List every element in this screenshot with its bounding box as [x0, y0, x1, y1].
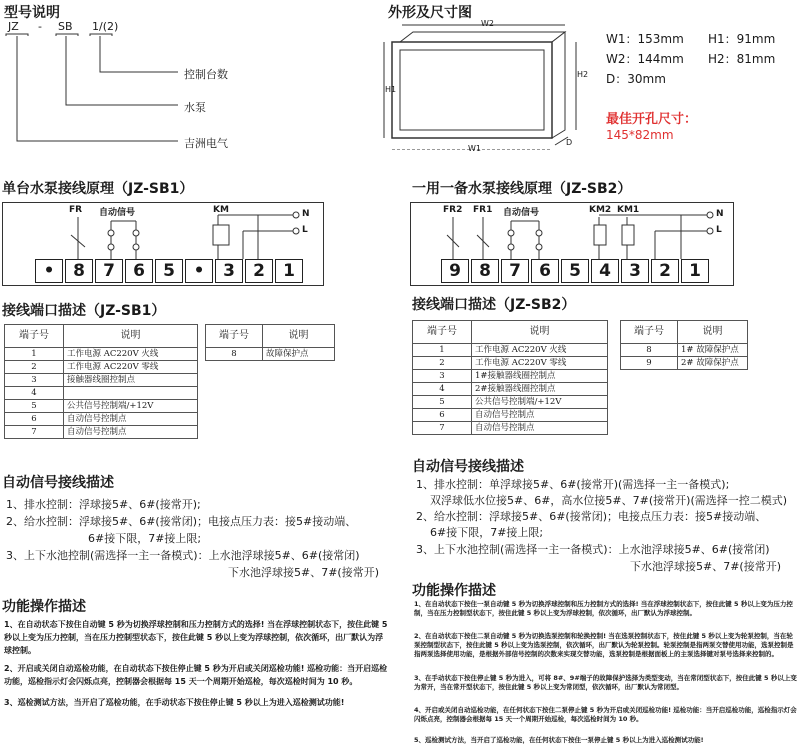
- dim-label-w1: W1: [468, 144, 481, 153]
- wiring1-km: KM: [213, 205, 229, 215]
- table-row: [5, 413, 198, 426]
- auto1-title: 自动信号接线描述: [2, 475, 114, 491]
- term1-head-desc: 说明: [64, 325, 198, 348]
- cutout-title: 最佳开孔尺寸：: [606, 112, 698, 127]
- label-control-count: 控制台数: [184, 68, 228, 81]
- term2-table-b: [620, 320, 748, 370]
- wiring2-diagram: [410, 202, 734, 286]
- cell: 4: [413, 383, 472, 396]
- auto1-line: 6#接下限，7#接上限;: [88, 532, 202, 545]
- wiring1-n: N: [302, 209, 310, 219]
- wiring1-terminal: 1: [275, 259, 303, 283]
- cell: 工作电源 AC220V 零线: [64, 361, 198, 374]
- wiring2-terminal: 9: [441, 259, 469, 283]
- cell: 公共信号控制端/+12V: [64, 400, 198, 413]
- cell: 8: [206, 348, 263, 361]
- wiring2-terminal: 4: [591, 259, 619, 283]
- table-row: [5, 387, 198, 400]
- func1-para: 2、开启或关闭自动巡检功能，在自动状态下按住停止键 5 秒为开启或关闭巡检功能! 巡检功能：当开启巡检功能，巡检指示灯会闪烁点亮，控制器会根据每 15 天一个周期开始巡检，每次巡检时间为 10 秒。: [4, 664, 388, 686]
- wiring1-terminal: 6: [125, 259, 153, 283]
- wiring2-l: L: [716, 225, 722, 235]
- table-row: [5, 348, 198, 361]
- cell: 自动信号控制点: [64, 413, 198, 426]
- auto2-line: 1、排水控制：单浮球接5#、6#(接常开)(需选择一主一备模式);: [416, 478, 730, 491]
- cell: 工作电源 AC220V 火线: [472, 344, 608, 357]
- dim-label-h2: H2: [577, 70, 589, 79]
- func1-para: 3、巡检测试方法，当开启了巡检功能，在手动状态下按住停止键 5 秒以上为进入巡检测试功能!: [4, 698, 345, 707]
- wiring1-terminal: •: [185, 259, 213, 283]
- term2-table: [412, 320, 608, 435]
- cell: 公共信号控制端/+12V: [472, 396, 608, 409]
- wiring2-km1: KM1: [617, 205, 640, 215]
- table-row: [413, 409, 608, 422]
- table-row: [413, 396, 608, 409]
- dim-label-d: D: [566, 138, 573, 147]
- table-row: [413, 344, 608, 357]
- cell: 1: [5, 348, 64, 361]
- dim-label-w2: W2: [481, 19, 494, 28]
- wiring2-km2: KM2: [589, 205, 612, 215]
- wiring1-title: 单台水泵接线原理（JZ-SB1）: [2, 181, 194, 197]
- dim-label-h1: H1: [385, 85, 397, 94]
- model-code-dash: -: [38, 20, 42, 33]
- cell: 自动信号控制点: [472, 422, 608, 435]
- term2b-head-desc: 说明: [678, 321, 748, 344]
- wiring2-fr1: FR1: [473, 205, 493, 215]
- model-code-sb: SB: [58, 20, 73, 33]
- cell: 1: [413, 344, 472, 357]
- cell: 3: [5, 374, 64, 387]
- wiring1-circuit: [3, 203, 323, 259]
- func2-title: 功能操作描述: [412, 583, 496, 599]
- wiring2-terminal: 1: [681, 259, 709, 283]
- cell: 2# 故障保护点: [678, 357, 748, 370]
- cell: 5: [413, 396, 472, 409]
- term1-table: [4, 324, 198, 439]
- cell: 2: [413, 357, 472, 370]
- model-code-count: 1/(2): [92, 20, 119, 33]
- cell: 故障保护点: [263, 348, 335, 361]
- wiring1-terminal: 8: [65, 259, 93, 283]
- term1-table-b: [205, 324, 335, 361]
- wiring1-terminal-strip: [35, 259, 303, 281]
- cell: 接触器线圈控制点: [64, 374, 198, 387]
- wiring2-terminal-strip: [441, 259, 721, 281]
- wiring1-terminal: 7: [95, 259, 123, 283]
- dim-w1: W1：153mm: [606, 32, 684, 46]
- dim-h1: H1：91mm: [708, 32, 776, 46]
- dim-h2: H2：81mm: [708, 52, 776, 66]
- wiring2-fr2: FR2: [443, 205, 463, 215]
- cell: 工作电源 AC220V 火线: [64, 348, 198, 361]
- wiring1-terminal: 2: [245, 259, 273, 283]
- dims-title: 外形及尺寸图: [388, 5, 472, 21]
- cell: 6: [413, 409, 472, 422]
- model-callout-lines: [0, 0, 200, 160]
- table-row: [413, 357, 608, 370]
- table-row: [206, 348, 335, 361]
- table-row: [413, 370, 608, 383]
- cell: 1#接触器线圈控制点: [472, 370, 608, 383]
- auto2-line: 6#接下限，7#接上限;: [430, 526, 544, 539]
- auto2-line: 2、给水控制：浮球接5#、6#(接常闭)；电接点压力表：接5#接动端、: [416, 510, 767, 523]
- term1b-head-no: 端子号: [206, 325, 263, 348]
- wiring1-l: L: [302, 225, 308, 235]
- auto1-line: 3、上下水池控制(需选择一主一备模式)：上水池浮球接5#、6#(接常闭): [6, 549, 360, 562]
- term1-title: 接线端口描述（JZ-SB1）: [2, 303, 166, 319]
- wiring1-terminal: 5: [155, 259, 183, 283]
- term1b-head-desc: 说明: [263, 325, 335, 348]
- auto1-line: 下水池浮球接5#、7#(接常开): [228, 566, 380, 579]
- func2-para: 5、巡检测试方法，当开启了巡检功能，在任何状态下按住一泵停止键 5 秒以上为进入巡检测试功能!: [414, 736, 704, 744]
- cell: 9: [621, 357, 678, 370]
- term2b-head-no: 端子号: [621, 321, 678, 344]
- cell: 工作电源 AC220V 零线: [472, 357, 608, 370]
- term2-head-desc: 说明: [472, 321, 608, 344]
- auto2-title: 自动信号接线描述: [412, 459, 524, 475]
- wiring2-terminal: 5: [561, 259, 589, 283]
- func2-para: 1、在自动状态下按住一泵自动键 5 秒为切换浮球控制和压力控制方式的选择! 当在浮球控制状态下，按住此键 5 秒以上变为压力控制，当在压力控制型状态下，按住此键 5 秒以上变为浮球控制，依次循环，出厂默认为浮球控制。: [414, 600, 793, 617]
- auto2-line: 双浮球低水位接5#、6#，高水位接5#、7#(接常开)(需选择一控二模式): [430, 494, 788, 507]
- cell: 2: [5, 361, 64, 374]
- cell: 自动信号控制点: [64, 426, 198, 439]
- cell: [64, 387, 198, 400]
- func2-para: 2、在自动状态下按住二泵自动键 5 秒为切换选泵控制和轮换控制! 当在选泵控制状态下，按住此键 5 秒以上变为轮泵控制，当在轮泵控制型状态下，按住此键 5 秒以上变为选泵控制，依次循环，出厂默认为轮泵控制。轮泵控制是指两泵交替使用功能，选泵控制是指两泵选择使用功能，是根据外部信号控制的次数来实现交替功能，选泵控制是根据面板上的主泵选择键对泵号选择来控制的。: [414, 632, 794, 658]
- dim-d: D：30mm: [606, 72, 666, 86]
- wiring2-title: 一用一备水泵接线原理（JZ-SB2）: [412, 181, 632, 197]
- table-row: [5, 374, 198, 387]
- auto2-line: 下水池浮球接5#、7#(接常开): [630, 560, 782, 573]
- table-row: [621, 357, 748, 370]
- table-row: [413, 383, 608, 396]
- func2-para: 3、在手动状态下按住停止键 5 秒为进入，可将 8#、9#端子的故障保护选择为类型变动，当在常闭型状态下，按住此键 5 秒以上变为常开，当在常开型状态下，按住此键 5 秒以上变为常闭型，依次循环，出厂默认为常闭型。: [414, 674, 797, 691]
- cutout-value: 145*82mm: [606, 128, 674, 142]
- func1-para: 1、在自动状态下按住自动键 5 秒为切换浮球控制和压力控制方式的选择! 当在浮球控制状态下，按住此键 5 秒以上变为压力控制，当在压力控制型状态下，按住此键 5 秒以上变为浮球控制，依次循环，出厂默认为浮球控制。: [4, 620, 388, 655]
- wiring2-n: N: [716, 209, 724, 219]
- auto2-line: 3、上下水池控制(需选择一主一备模式)：上水池浮球接5#、6#(接常闭): [416, 543, 770, 556]
- table-row: [5, 361, 198, 374]
- dim-w2: W2：144mm: [606, 52, 684, 66]
- wiring2-terminal: 7: [501, 259, 529, 283]
- dimension-diagram: [380, 20, 590, 150]
- func1-title: 功能操作描述: [2, 599, 86, 615]
- model-code-jz: JZ: [8, 20, 19, 33]
- cell: 3: [413, 370, 472, 383]
- table-row: [621, 344, 748, 357]
- cell: 8: [621, 344, 678, 357]
- wiring1-terminal: •: [35, 259, 63, 283]
- wiring1-fr: FR: [69, 205, 83, 215]
- func2-para: 4、开启或关闭自动巡检功能，在任何状态下按住二泵停止键 5 秒为开启或关闭巡检功能! 巡检功能：当开启巡检功能，巡检指示灯会闪烁点亮，控制器会根据每 15 天一个周期开始巡检，每次巡检时间为 10 秒。: [414, 706, 797, 723]
- model-title: 型号说明: [4, 5, 60, 21]
- table-row: [413, 422, 608, 435]
- cell: 1# 故障保护点: [678, 344, 748, 357]
- wiring1-terminal: 3: [215, 259, 243, 283]
- label-pump: 水泵: [184, 101, 206, 114]
- auto1-line: 1、排水控制：浮球接5#、6#(接常开);: [6, 498, 201, 511]
- wiring1-diagram: [2, 202, 324, 286]
- wiring2-terminal: 2: [651, 259, 679, 283]
- table-row: [5, 400, 198, 413]
- cell: 7: [5, 426, 64, 439]
- wiring1-auto: 自动信号: [99, 208, 136, 218]
- term1-head-no: 端子号: [5, 325, 64, 348]
- cell: 7: [413, 422, 472, 435]
- term2-head-no: 端子号: [413, 321, 472, 344]
- wiring2-terminal: 8: [471, 259, 499, 283]
- term2-title: 接线端口描述（JZ-SB2）: [412, 297, 576, 313]
- wiring2-auto: 自动信号: [503, 208, 540, 218]
- table-row: [5, 426, 198, 439]
- auto1-line: 2、给水控制：浮球接5#、6#(接常闭)；电接点压力表：接5#接动端、: [6, 515, 357, 528]
- wiring2-terminal: 6: [531, 259, 559, 283]
- cell: 5: [5, 400, 64, 413]
- cell: 4: [5, 387, 64, 400]
- wiring2-terminal: 3: [621, 259, 649, 283]
- cell: 6: [5, 413, 64, 426]
- cell: 2#接触器线圈控制点: [472, 383, 608, 396]
- cell: 自动信号控制点: [472, 409, 608, 422]
- label-brand: 吉洲电气: [184, 137, 228, 150]
